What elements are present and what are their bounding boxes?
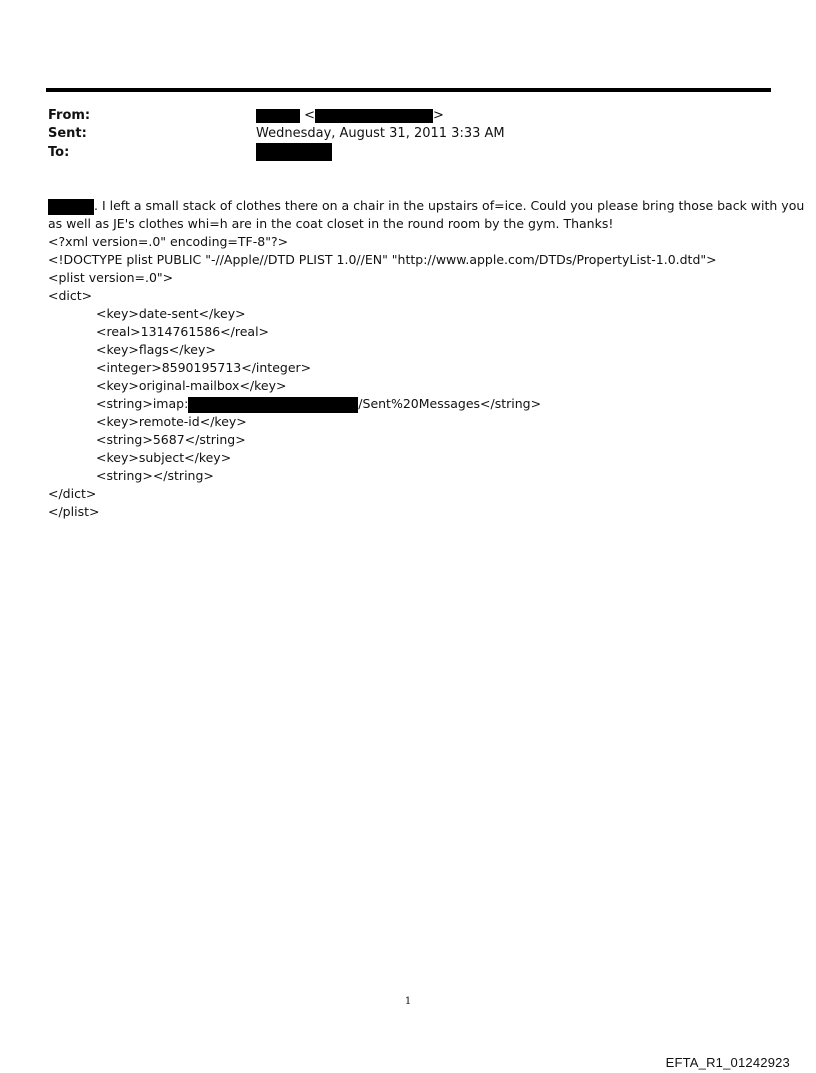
plist-open: <plist version=.0"> (48, 270, 174, 285)
value-imap (48, 395, 770, 413)
value-real: <real>1314761586</real> (96, 324, 270, 339)
imap-suffix: /Sent%20Messages</string> (358, 396, 542, 411)
header-divider-rule (46, 88, 771, 92)
sent-label: Sent: (48, 126, 87, 141)
value-integer: <integer>8590195713</integer> (96, 360, 312, 375)
doctype-line: <!DOCTYPE plist PUBLIC "-//Apple//DTD PLIST 1.0//EN" "http://www.apple.com/DTDs/PropertyList-1.0.dtd"> (48, 252, 717, 267)
redaction-block (315, 109, 433, 123)
dict-open: <dict> (48, 288, 93, 303)
from-angle-open: < (304, 108, 316, 123)
key-remote-id: <key>remote-id</key> (96, 414, 247, 429)
value-remote-id: <string>5687</string> (96, 432, 246, 447)
sent-value: Wednesday, August 31, 2011 3:33 AM (256, 126, 505, 141)
plist-close: </plist> (48, 504, 100, 519)
body-line (48, 197, 805, 215)
body-line-1: . I left a small stack of clothes there on a chair in the upstairs of=ice. Could you please bring those back with you (94, 198, 805, 213)
redaction-block (256, 143, 332, 161)
redaction-block (256, 109, 300, 123)
imap-prefix: <string>imap: (96, 396, 189, 411)
key-flags: <key>flags</key> (96, 342, 216, 357)
key-date-sent: <key>date-sent</key> (96, 306, 246, 321)
message-body (48, 197, 805, 521)
document-id: EFTA_R1_01242923 (665, 1055, 790, 1070)
value-subject: <string></string> (96, 468, 214, 483)
from-label: From: (48, 108, 91, 123)
redaction-block (188, 397, 358, 413)
from-value (256, 108, 444, 124)
key-subject: <key>subject</key> (96, 450, 232, 465)
redaction-block (48, 199, 94, 215)
to-value (256, 143, 332, 161)
key-original-mailbox: <key>original-mailbox</key> (96, 378, 287, 393)
dict-close: </dict> (48, 486, 97, 501)
body-line-2: as well as JE's clothes whi=h are in the coat closet in the round room by the gym. Thanks! (48, 216, 614, 231)
to-label: To: (48, 145, 70, 160)
from-angle-close: > (433, 108, 444, 123)
page-number: 1 (404, 996, 412, 1007)
xml-declaration: <?xml version=.0" encoding=TF-8"?> (48, 234, 289, 249)
